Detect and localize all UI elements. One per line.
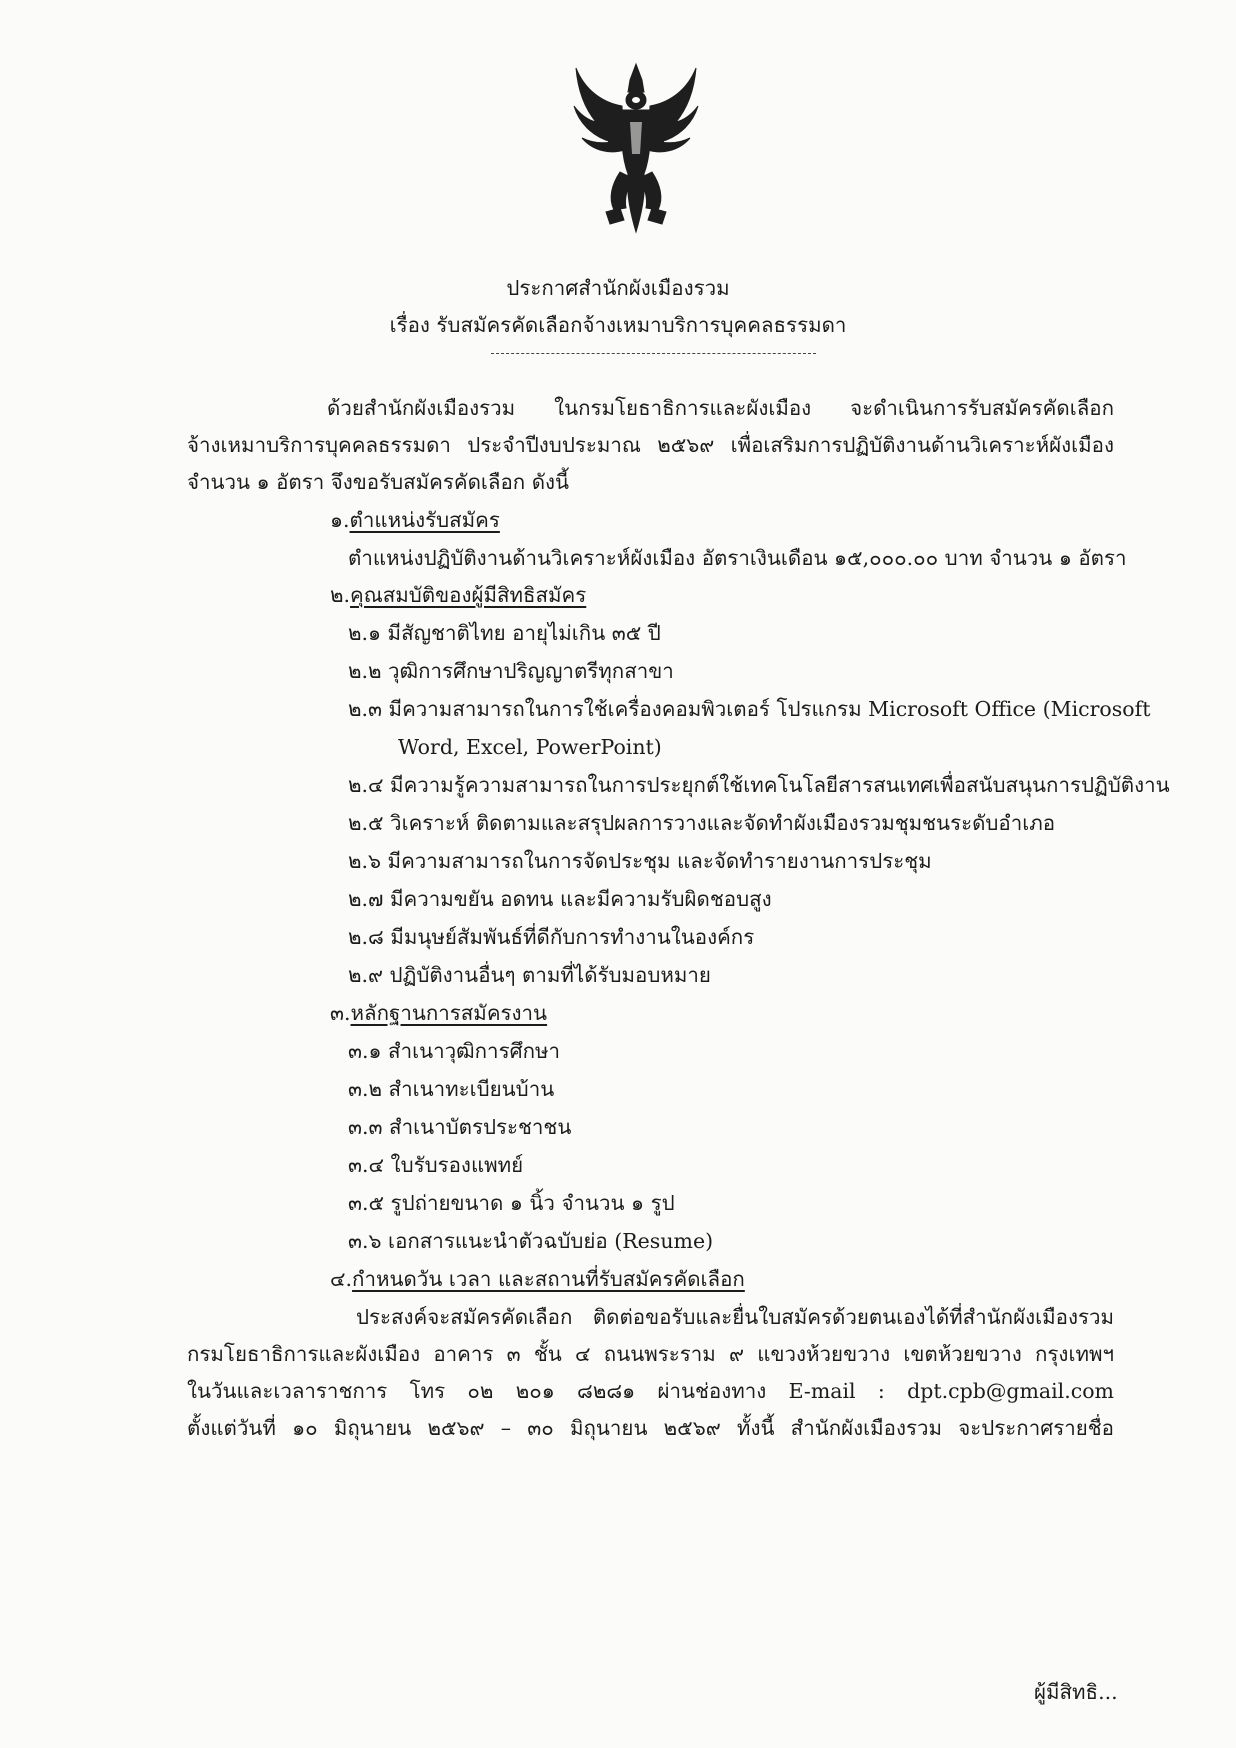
- list-item: ๓.๔ ใบรับรองแพทย์: [348, 1153, 524, 1177]
- list-item: ๒.๘ มีมนุษย์สัมพันธ์ที่ดีกับการทำงานในองค์กร: [348, 925, 755, 949]
- section-title: หลักฐานการสมัครงาน: [350, 1001, 548, 1025]
- section-body-line: ประสงค์จะสมัครคัดเลือก ติดต่อขอรับและยื่นใบสมัครด้วยตนเองได้ที่สำนักผังเมืองรวม: [356, 1305, 1114, 1329]
- section-title: ตำแหน่งรับสมัคร: [349, 508, 500, 532]
- list-item: ๒.๒ วุฒิการศึกษาปริญญาตรีทุกสาขา: [348, 659, 674, 683]
- document-title: ประกาศสำนักผังเมืองรวม: [506, 276, 730, 300]
- list-item: ๒.๓ มีความสามารถในการใช้เครื่องคอมพิวเตอร์ โปรแกรม Microsoft Office (Microsoft: [348, 697, 1151, 721]
- list-item: ๒.๗ มีความขยัน อดทน และมีความรับผิดชอบสูง: [348, 887, 772, 911]
- list-item: ๒.๔ มีความรู้ความสามารถในการประยุกต์ใช้เทคโนโลยีสารสนเทศเพื่อสนับสนุนการปฏิบัติงาน: [348, 773, 1170, 797]
- section-heading: [330, 505, 500, 535]
- section-number: ๑.: [330, 508, 350, 532]
- section-body-line: กรมโยธาธิการและผังเมือง อาคาร ๓ ชั้น ๔ ถนนพระราม ๙ แขวงห้วยขวาง เขตห้วยขวาง กรุงเทพฯ: [187, 1342, 1114, 1366]
- list-item-continuation: Word, Excel, PowerPoint): [398, 735, 662, 759]
- list-item: ๒.๙ ปฏิบัติงานอื่นๆ ตามที่ได้รับมอบหมาย: [348, 963, 711, 987]
- page-continuation: ผู้มีสิทธิ...: [1034, 1680, 1118, 1704]
- list-item: ๓.๒ สำเนาทะเบียนบ้าน: [348, 1077, 555, 1101]
- section-body-line: ในวันและเวลาราชการ โทร ๐๒ ๒๐๑ ๘๒๘๑ ผ่านช่องทาง E-mail : dpt.cpb@gmail.com: [187, 1379, 1114, 1403]
- section-heading: [330, 998, 547, 1028]
- title-divider: [491, 353, 816, 354]
- intro-line: ด้วยสำนักผังเมืองรวม ในกรมโยธาธิการและผังเมือง จะดำเนินการรับสมัครคัดเลือก: [327, 396, 1114, 420]
- section-title: กำหนดวัน เวลา และสถานที่รับสมัครคัดเลือก: [352, 1267, 745, 1291]
- section-heading: [330, 1264, 745, 1294]
- list-item: ๒.๖ มีความสามารถในการจัดประชุม และจัดทำรายงานการประชุม: [348, 849, 932, 873]
- section-number: ๔.: [330, 1267, 353, 1291]
- section-heading: [330, 580, 586, 610]
- intro-line: จำนวน ๑ อัตรา จึงขอรับสมัครคัดเลือก ดังนี้: [187, 470, 570, 494]
- section-number: ๓.: [330, 1001, 351, 1025]
- document-subject: เรื่อง รับสมัครคัดเลือกจ้างเหมาบริการบุคคลธรรมดา: [389, 313, 847, 337]
- garuda-emblem-icon: [570, 62, 703, 234]
- list-item: ๓.๑ สำเนาวุฒิการศึกษา: [348, 1039, 561, 1063]
- section-body-line: ตั้งแต่วันที่ ๑๐ มิถุนายน ๒๕๖๙ – ๓๐ มิถุนายน ๒๕๖๙ ทั้งนี้ สำนักผังเมืองรวม จะประกาศรายชื่อ: [187, 1416, 1114, 1440]
- section-body: ตำแหน่งปฏิบัติงานด้านวิเคราะห์ผังเมือง อัตราเงินเดือน ๑๕,๐๐๐.๐๐ บาท จำนวน ๑ อัตรา: [348, 546, 1127, 570]
- section-number: ๒.: [330, 583, 351, 607]
- list-item: ๓.๖ เอกสารแนะนำตัวฉบับย่อ (Resume): [348, 1229, 714, 1253]
- list-item: ๓.๕ รูปถ่ายขนาด ๑ นิ้ว จำนวน ๑ รูป: [348, 1191, 675, 1215]
- list-item: ๒.๕ วิเคราะห์ ติดตามและสรุปผลการวางและจัดทำผังเมืองรวมชุมชนระดับอำเภอ: [348, 811, 1056, 835]
- intro-line: จ้างเหมาบริการบุคคลธรรมดา ประจำปีงบประมาณ ๒๕๖๙ เพื่อเสริมการปฏิบัติงานด้านวิเคราะห์ผังเมือง: [187, 433, 1114, 457]
- list-item: ๓.๓ สำเนาบัตรประชาชน: [348, 1115, 572, 1139]
- list-item: ๒.๑ มีสัญชาติไทย อายุไม่เกิน ๓๕ ปี: [348, 621, 661, 645]
- section-title: คุณสมบัติของผู้มีสิทธิสมัคร: [350, 583, 587, 607]
